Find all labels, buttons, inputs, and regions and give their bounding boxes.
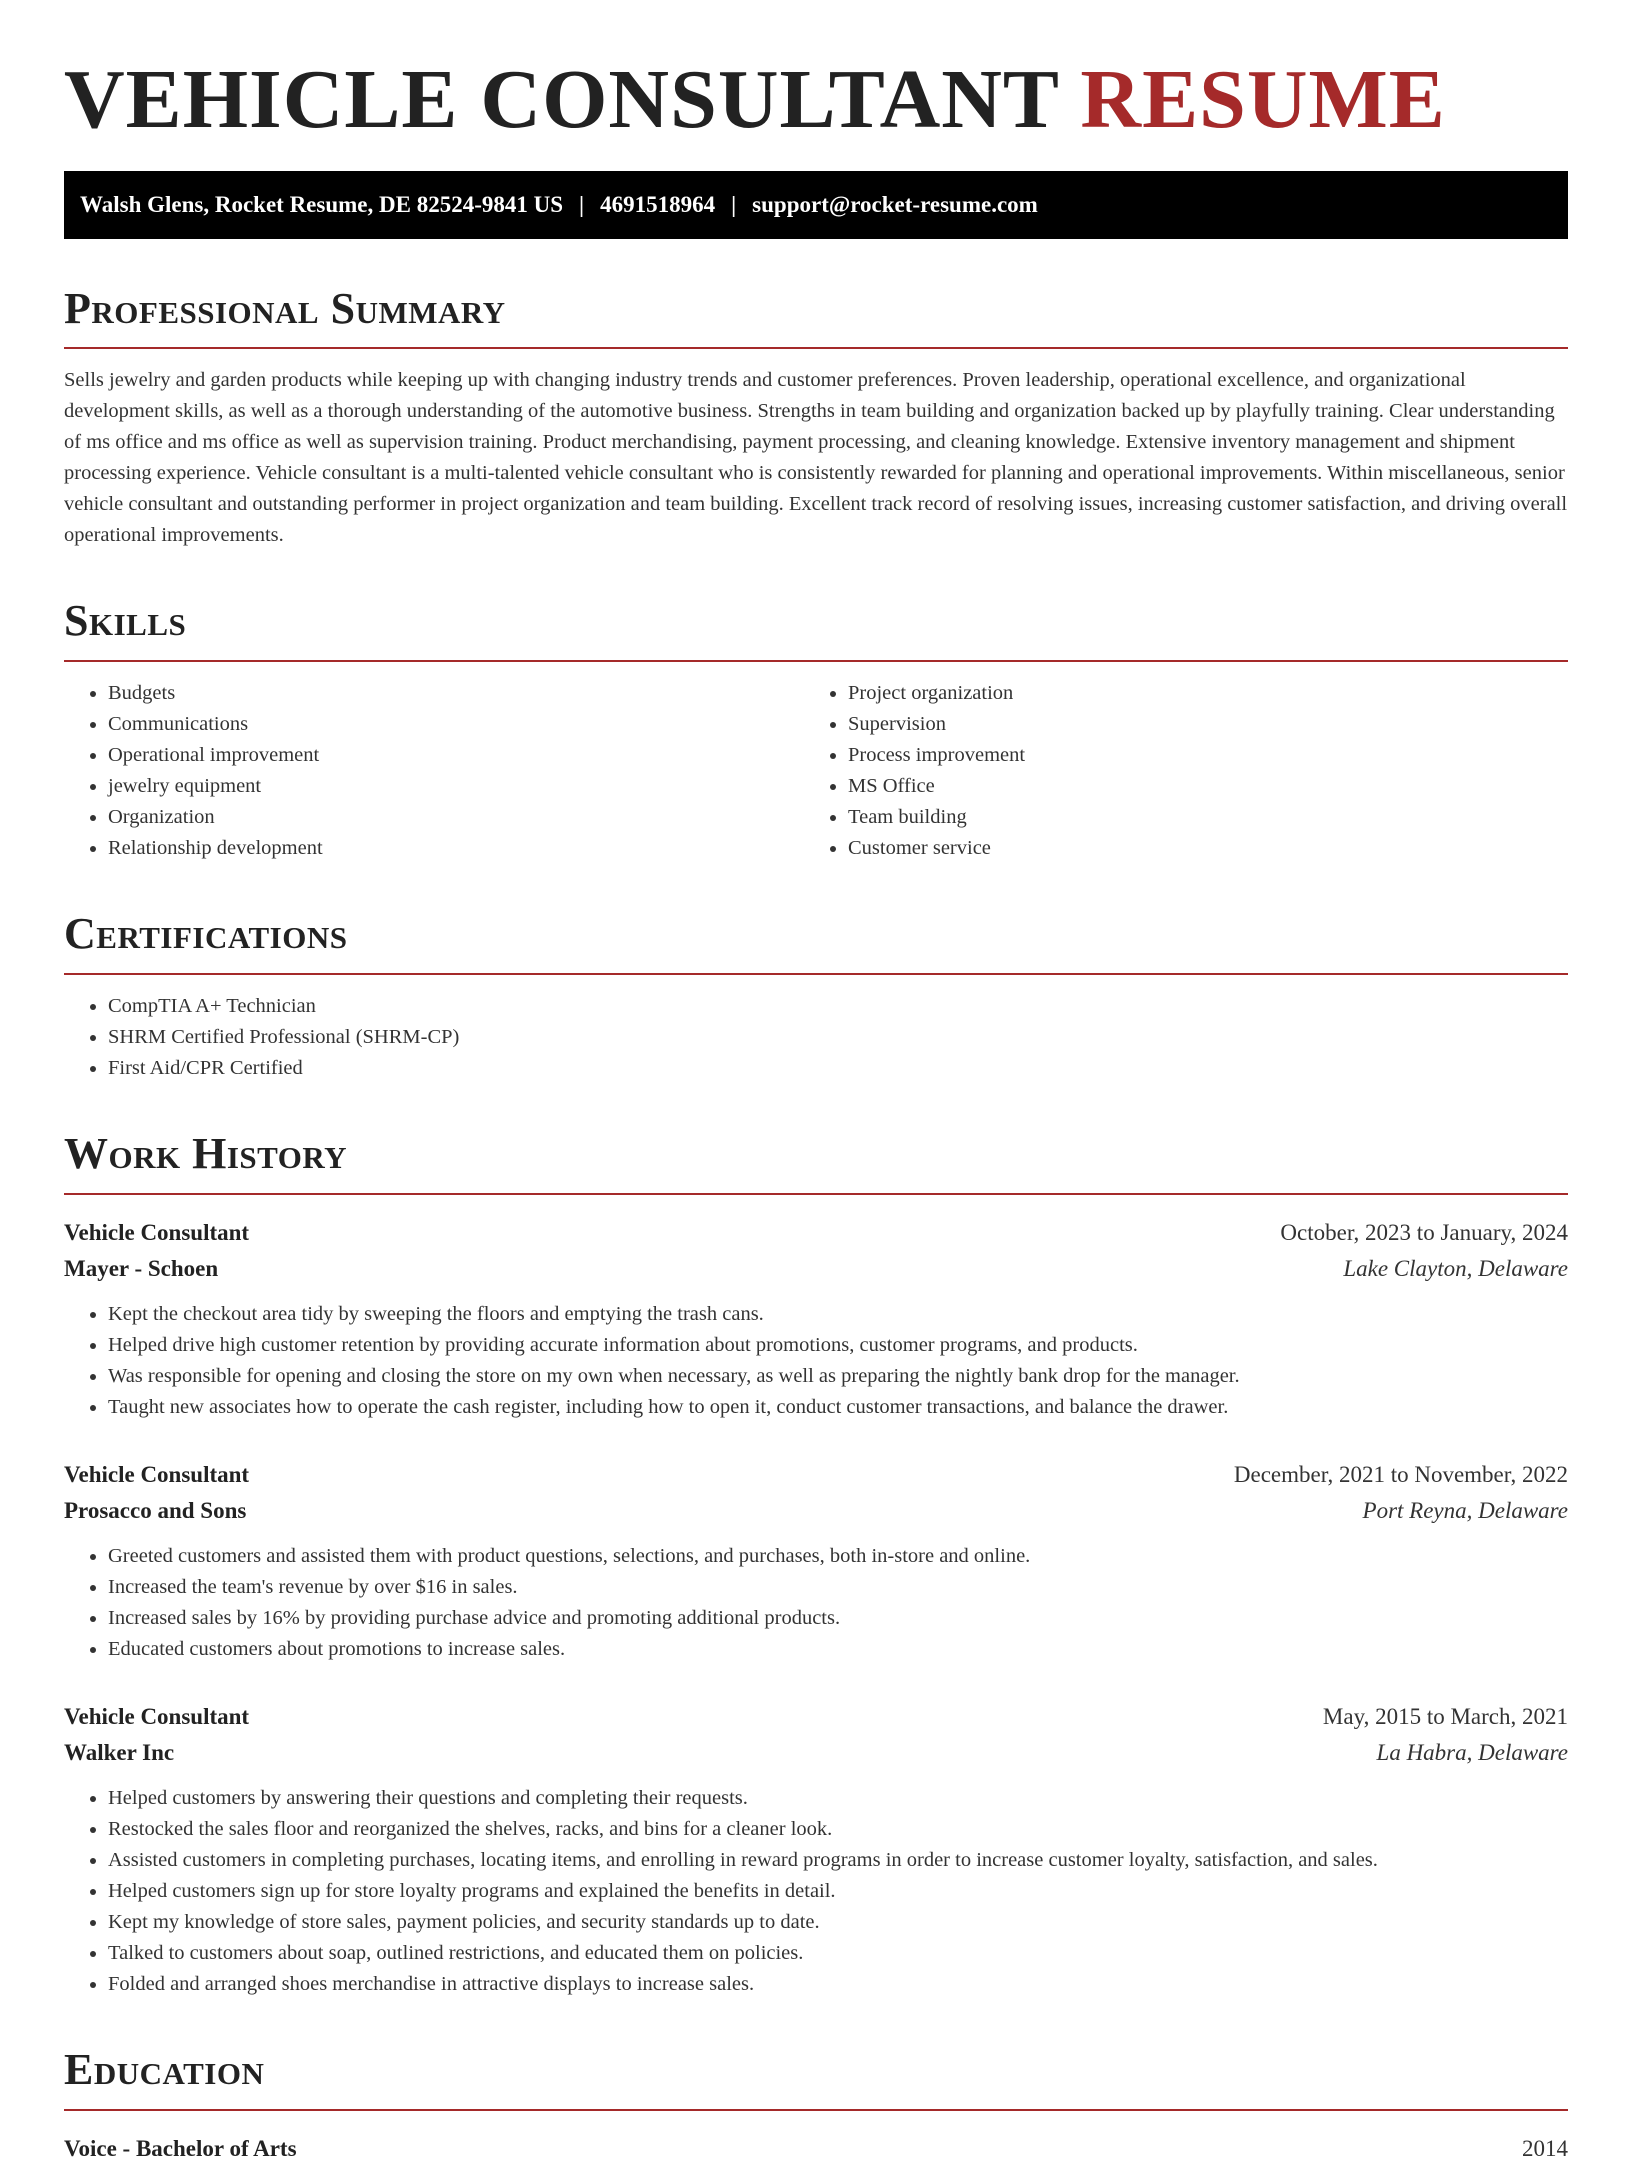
- education-degree: Voice - Bachelor of Arts: [64, 2135, 297, 2161]
- contact-separator: |: [731, 191, 737, 217]
- job-header-row: [64, 1457, 1568, 1493]
- job-company: Walker Inc: [64, 1739, 175, 1765]
- job-duty: • Educated customers about promotions to increase sales.: [108, 1634, 1568, 1665]
- job-title: Vehicle Consultant: [64, 1703, 250, 1729]
- job-company-row: [64, 1251, 1568, 1287]
- job-company-row: [64, 1493, 1568, 1529]
- job-location: Port Reyna, Delaware: [1362, 1497, 1568, 1523]
- resume-title: [64, 52, 1568, 149]
- skill-item: • Communications: [108, 709, 804, 740]
- skill-item: • jewelry equipment: [108, 771, 804, 802]
- job-duty: • Kept my knowledge of store sales, payment policies, and security standards up to date.: [108, 1907, 1568, 1938]
- certification-item: • SHRM Certified Professional (SHRM-CP): [108, 1022, 1568, 1053]
- job-duties-list: [64, 1783, 1568, 2000]
- job-company: Prosacco and Sons: [64, 1497, 247, 1523]
- job-duty: • Increased sales by 16% by providing purchase advice and promoting additional products.: [108, 1603, 1568, 1634]
- certifications-section: [64, 908, 1568, 1084]
- contact-phone[interactable]: 4691518964: [600, 191, 716, 217]
- work-history-section: [64, 1128, 1568, 2000]
- job-title: Vehicle Consultant: [64, 1219, 250, 1245]
- job-dates: May, 2015 to March, 2021: [1322, 1703, 1568, 1729]
- job-dates: December, 2021 to November, 2022: [1233, 1461, 1568, 1487]
- skill-item: • Process improvement: [848, 740, 1568, 771]
- job-header-row: [64, 1215, 1568, 1251]
- section-heading: Work History: [64, 1128, 1568, 1195]
- job-entry: [64, 1457, 1568, 1665]
- title-main: VEHICLE CONSULTANT: [64, 53, 1059, 146]
- job-dates: October, 2023 to January, 2024: [1280, 1219, 1568, 1245]
- skills-grid: [64, 662, 1568, 864]
- skill-item: • Organization: [108, 802, 804, 833]
- job-duty: • Assisted customers in completing purchases, locating items, and enrolling in reward programs in order to increase customer loyalty, satisfaction, and sales.: [108, 1845, 1568, 1876]
- job-duties-list: [64, 1541, 1568, 1665]
- education-section: [64, 2044, 1568, 2167]
- job-entry: [64, 1215, 1568, 1423]
- section-heading: Certifications: [64, 908, 1568, 975]
- skill-item: • Supervision: [848, 709, 1568, 740]
- job-duty: • Was responsible for opening and closing the store on my own when necessary, as well as preparing the nightly bank drop for the manager.: [108, 1361, 1568, 1392]
- skill-item: • Operational improvement: [108, 740, 804, 771]
- certification-item: • First Aid/CPR Certified: [108, 1053, 1568, 1084]
- job-duty: • Helped customers by answering their questions and completing their requests.: [108, 1783, 1568, 1814]
- education-entry: [64, 2131, 1568, 2167]
- skill-item: • Budgets: [108, 678, 804, 709]
- job-header-row: [64, 1699, 1568, 1735]
- job-location: La Habra, Delaware: [1376, 1739, 1568, 1765]
- certification-item: • CompTIA A+ Technician: [108, 991, 1568, 1022]
- job-duty: • Helped drive high customer retention by providing accurate information about promotions, customer programs, and products.: [108, 1330, 1568, 1361]
- certifications-list: [64, 991, 1568, 1084]
- contact-bar: [64, 171, 1568, 239]
- skill-item: • Relationship development: [108, 833, 804, 864]
- skill-item: • Team building: [848, 802, 1568, 833]
- section-heading: Education: [64, 2044, 1568, 2111]
- job-location: Lake Clayton, Delaware: [1343, 1255, 1568, 1281]
- skills-list-left: [64, 678, 804, 864]
- job-duty: • Restocked the sales floor and reorganized the shelves, racks, and bins for a cleaner look.: [108, 1814, 1568, 1845]
- contact-address: Walsh Glens, Rocket Resume, DE 82524-9841 US: [80, 191, 564, 217]
- job-duty: • Folded and arranged shoes merchandise in attractive displays to increase sales.: [108, 1969, 1568, 2000]
- job-duties-list: [64, 1299, 1568, 1423]
- summary-text: Sells jewelry and garden products while keeping up with changing industry trends and customer preferences. Proven leadership, operational excellence, and organizational development skills, as well as a thorough understanding of the automotive business. Strengths in team building and organization backed up by playfully training. Clear understanding of ms office and ms office as well as supervision training. Product merchandising, payment processing, and cleaning knowledge. Extensive inventory management and shipment processing experience. Vehicle consultant is a multi-talented vehicle consultant who is consistently rewarded for planning and operational improvements. Within miscellaneous, senior vehicle consultant and outstanding performer in project organization and team building. Excellent track record of resolving issues, increasing customer satisfaction, and driving overall operational improvements.: [64, 369, 1568, 547]
- job-title: Vehicle Consultant: [64, 1461, 250, 1487]
- contact-separator: |: [579, 191, 585, 217]
- job-duty: • Increased the team's revenue by over $16 in sales.: [108, 1572, 1568, 1603]
- skill-item: • Project organization: [848, 678, 1568, 709]
- education-header-row: [64, 2131, 1568, 2167]
- job-entry: [64, 1699, 1568, 2000]
- summary-section: [64, 283, 1568, 552]
- title-accent: RESUME: [1080, 53, 1446, 146]
- job-duty: • Helped customers sign up for store loyalty programs and explained the benefits in detail.: [108, 1876, 1568, 1907]
- job-company: Mayer - Schoen: [64, 1255, 219, 1281]
- skill-item: • Customer service: [848, 833, 1568, 864]
- section-heading: Skills: [64, 595, 1568, 662]
- education-year: 2014: [1522, 2135, 1568, 2161]
- skills-list-right: [804, 678, 1568, 864]
- skills-section: [64, 595, 1568, 864]
- job-duty: • Taught new associates how to operate the cash register, including how to open it, conduct customer transactions, and balance the drawer.: [108, 1392, 1568, 1423]
- job-company-row: [64, 1735, 1568, 1771]
- contact-email[interactable]: support@rocket-resume.com: [752, 191, 1038, 217]
- job-duty: • Talked to customers about soap, outlined restrictions, and educated them on policies.: [108, 1938, 1568, 1969]
- job-duty: • Kept the checkout area tidy by sweeping the floors and emptying the trash cans.: [108, 1299, 1568, 1330]
- job-duty: • Greeted customers and assisted them with product questions, selections, and purchases, both in-store and online.: [108, 1541, 1568, 1572]
- section-heading: Professional Summary: [64, 283, 1568, 350]
- skill-item: • MS Office: [848, 771, 1568, 802]
